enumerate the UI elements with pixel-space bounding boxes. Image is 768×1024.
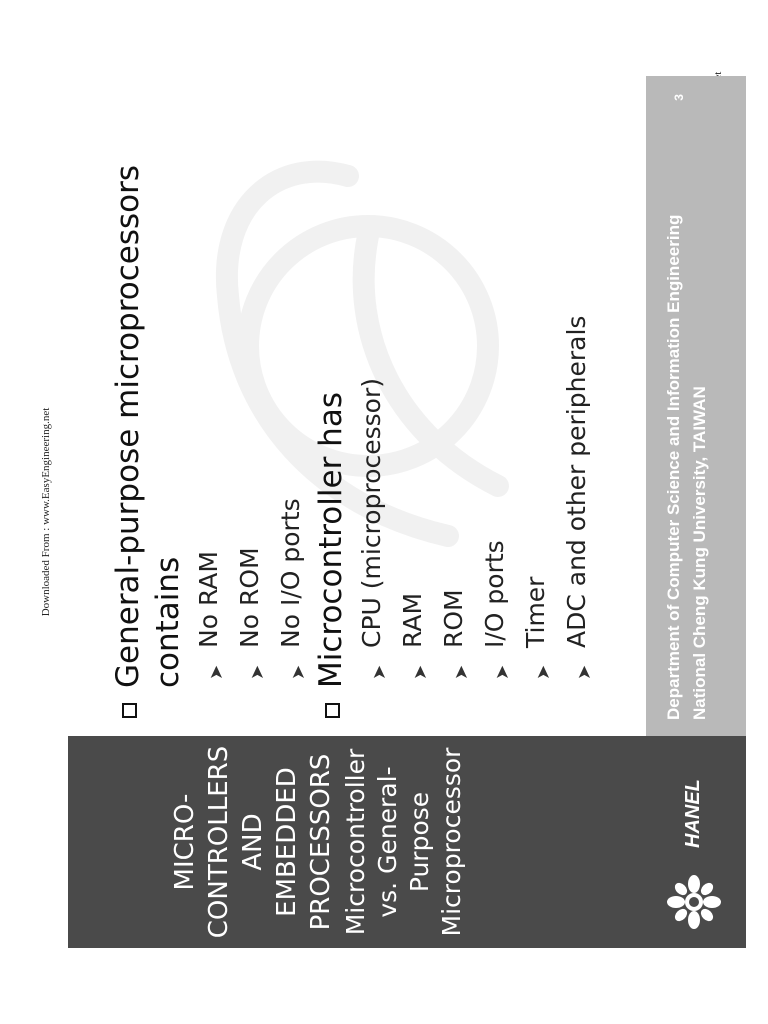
list-item <box>311 86 351 722</box>
slide-topic: Microcontroller vs. General- Purpose Microprocessor <box>341 747 466 937</box>
list-item: ➤ I/O ports <box>474 86 515 722</box>
slide-content <box>68 76 646 736</box>
sidebar <box>68 736 646 948</box>
university-emblem-icon <box>666 874 722 930</box>
list-item: ➤ Timer <box>515 86 556 722</box>
list-item: ➤ No I/O ports <box>270 86 311 722</box>
arrowhead-bullet-icon: ➤ <box>574 664 595 680</box>
arrowhead-bullet-icon: ➤ <box>451 664 472 680</box>
list-item <box>108 86 188 722</box>
arrowhead-bullet-icon: ➤ <box>369 664 390 680</box>
arrowhead-bullet-icon: ➤ <box>533 664 554 680</box>
arrowhead-bullet-icon: ➤ <box>206 664 227 680</box>
slide <box>68 76 746 948</box>
university-name: National Cheng Kung University, TAIWAN <box>690 386 709 720</box>
list-item: ➤ No RAM <box>188 86 229 722</box>
heading-general-purpose: General-purpose microprocessors <box>110 164 146 688</box>
square-bullet-icon <box>325 703 340 718</box>
department-name: Department of Computer Science and Information Engineering <box>664 214 683 720</box>
arrowhead-bullet-icon: ➤ <box>492 664 513 680</box>
course-title: MICRO- CONTROLLERS AND EMBEDDED PROCESSORS <box>170 745 336 939</box>
list-item: ➤ ADC and other peripherals <box>556 86 597 722</box>
heading-microcontroller: Microcontroller has <box>313 392 349 688</box>
square-bullet-icon <box>122 703 137 718</box>
department-banner <box>646 76 746 736</box>
list-item: ➤ No ROM <box>229 86 270 722</box>
list-item: ➤ CPU (microprocessor) <box>351 86 392 722</box>
bullet-list <box>108 86 597 722</box>
download-source-top: Downloaded From : www.EasyEngineering.net <box>40 407 52 617</box>
arrowhead-bullet-icon: ➤ <box>410 664 431 680</box>
list-item: ➤ ROM <box>433 86 474 722</box>
list-item: ➤ RAM <box>392 86 433 722</box>
arrowhead-bullet-icon: ➤ <box>288 664 309 680</box>
slide-footer <box>646 76 746 948</box>
logo-cell <box>646 736 746 948</box>
arrowhead-bullet-icon: ➤ <box>247 664 268 680</box>
heading-general-purpose-cont: contains <box>150 556 186 688</box>
brand-hanel: HANEL <box>682 779 704 848</box>
page-number: 3 <box>672 94 686 101</box>
